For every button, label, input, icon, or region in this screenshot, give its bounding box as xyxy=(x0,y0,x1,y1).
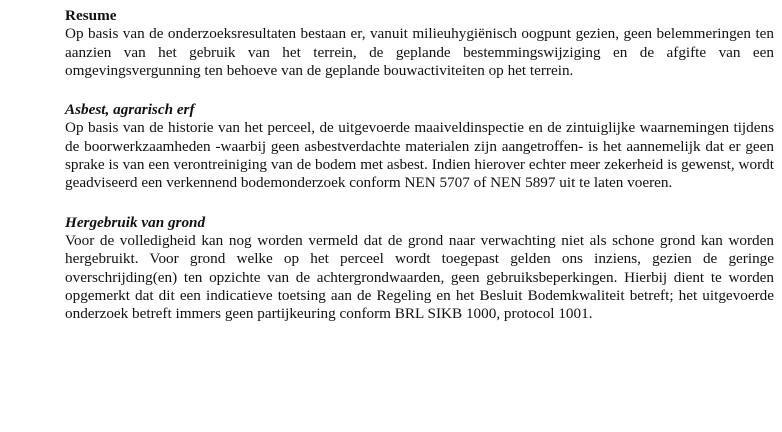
section-heading: Asbest, agrarisch erf xyxy=(65,101,195,119)
section-heading: Hergebruik van grond xyxy=(65,213,206,231)
section-paragraph: Op basis van de onderzoeksresultaten bestaan er, vanuit milieuhygiënisch oogpunt gezien, geen belemmeringen ten aanzien van het gebruik van het terrein, de geplande bestemmingswijziging en de afgifte van een omgevingsvergunning ten behoeve van de geplande bouwactiviteiten op het terrein. xyxy=(65,25,774,79)
section-resume xyxy=(65,7,774,80)
section-hergebruik xyxy=(65,214,774,324)
section-paragraph: Op basis van de historie van het perceel, de uitgevoerde maaiveldinspectie en de zintuiglijke waarnemingen tijdens de boorwerkzaamheden -waarbij geen asbestverdachte materialen zijn aangetroffen- is het aannemelijk dat er geen sprake is van een verontreiniging van de bodem met asbest. Indien hierover echter meer zekerheid is gewenst, wordt geadviseerd een verkennend bodemonderzoek conform NEN 5707 of NEN 5897 uit te laten voeren. xyxy=(65,119,774,192)
section-heading: Resume xyxy=(65,7,117,24)
section-paragraph: Voor de volledigheid kan nog worden vermeld dat de grond naar verwachting niet als schone grond kan worden hergebruikt. Voor grond welke op het perceel wordt toegepast gelden ons inziens, gezien de geringe overschrijding(en) ten opzichte van de achtergrondwaarden, geen gebruiksbeperkingen. Hierbij dient te worden opgemerkt dat dit een indicatieve toetsing aan de Regeling en het Besluit Bodemkwaliteit betreft; het uitgevoerde onderzoek betreft immers geen partijkeuring conform BRL SIKB 1000, protocol 1001. xyxy=(65,231,774,323)
document-page xyxy=(65,7,774,344)
section-asbest xyxy=(65,101,774,192)
